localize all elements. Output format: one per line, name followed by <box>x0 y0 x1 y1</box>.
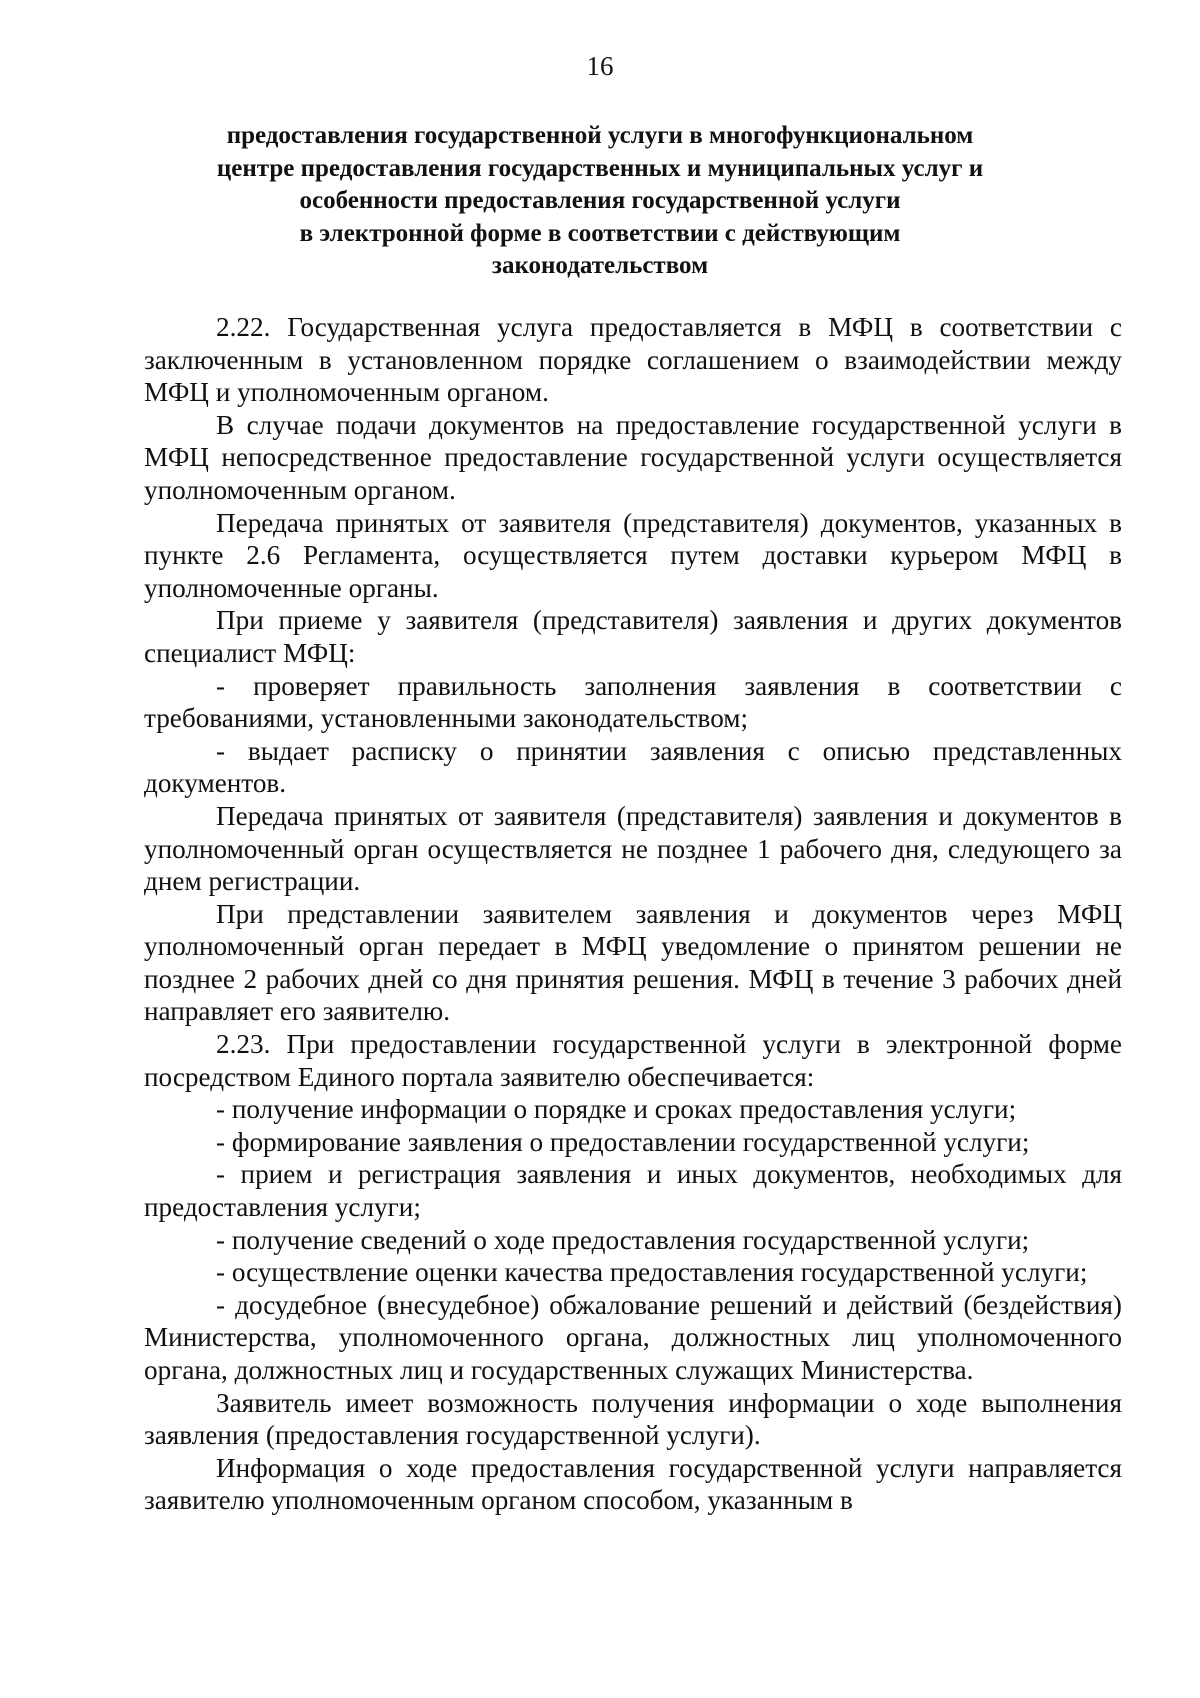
paragraph: При приеме у заявителя (представителя) заявления и других документов специалист МФЦ: <box>144 605 1122 668</box>
paragraph: В случае подачи документов на предоставление государственной услуги в МФЦ непосредственное предоставление государственной услуги осуществляется уполномоченным органом. <box>144 409 1122 505</box>
heading-line: центре предоставления государственных и муниципальных услуг и <box>216 154 984 182</box>
paragraph: 2.22. Государственная услуга предоставляется в МФЦ в соответствии с заключенным в установленном порядке соглашением о взаимодействии между МФЦ и уполномоченным органом. <box>144 312 1122 408</box>
list-item: - досудебное (внесудебное) обжалование решений и действий (бездействия) Министерства, уполномоченного органа, должностных лиц уполномоченного органа, должностных лиц и государственных служащих Министерства. <box>144 1289 1122 1385</box>
list-item: - выдает расписку о принятии заявления с описью представленных документов. <box>144 735 1122 799</box>
list-item: - получение информации о порядке и сроках предоставления услуги; <box>216 1094 1017 1125</box>
paragraph: 2.23. При предоставлении государственной услуги в электронной форме посредством Единого портала заявителю обеспечивается: <box>144 1029 1122 1092</box>
heading-line: в электронной форме в соответствии с действующим <box>299 219 901 247</box>
list-item: - формирование заявления о предоставлении государственной услуги; <box>216 1126 1030 1157</box>
list-item: - получение сведений о ходе предоставления государственной услуги; <box>216 1224 1030 1255</box>
list-item: - прием и регистрация заявления и иных документов, необходимых для предоставления услуги; <box>144 1159 1122 1223</box>
paragraph: Информация о ходе предоставления государственной услуги направляется заявителю уполномоченным органом способом, указанным в <box>144 1452 1122 1516</box>
section-heading <box>140 120 1060 283</box>
heading-line: особенности предоставления государственной услуги <box>299 187 901 214</box>
paragraph: Передача принятых от заявителя (представителя) заявления и документов в уполномоченный орган осуществляется не позднее 1 рабочего дня, следующего за днем регистрации. <box>144 800 1122 897</box>
list-item: - осуществление оценки качества предоставления государственной услуги; <box>216 1257 1088 1288</box>
paragraph: Передача принятых от заявителя (представителя) документов, указанных в пункте 2.6 Регламента, осуществляется путем доставки курьером МФЦ в уполномоченные органы. <box>144 507 1122 603</box>
paragraph: Заявитель имеет возможность получения информации о ходе выполнения заявления (предоставления государственной услуги). <box>144 1387 1122 1451</box>
list-item: - проверяет правильность заполнения заявления в соответствии с требованиями, установленными законодательством; <box>144 670 1122 734</box>
paragraph: При представлении заявителем заявления и документов через МФЦ уполномоченный орган передает в МФЦ уведомление о принятом решении не позднее 2 рабочих дней со дня принятия решения. МФЦ в течение 3 рабочих дней направляет его заявителю. <box>144 898 1122 1027</box>
heading-line: предоставления государственной услуги в многофункциональном <box>226 122 974 149</box>
page-number: 16 <box>586 51 614 81</box>
body-text <box>144 311 1122 1517</box>
heading-line: законодательством <box>491 252 709 279</box>
